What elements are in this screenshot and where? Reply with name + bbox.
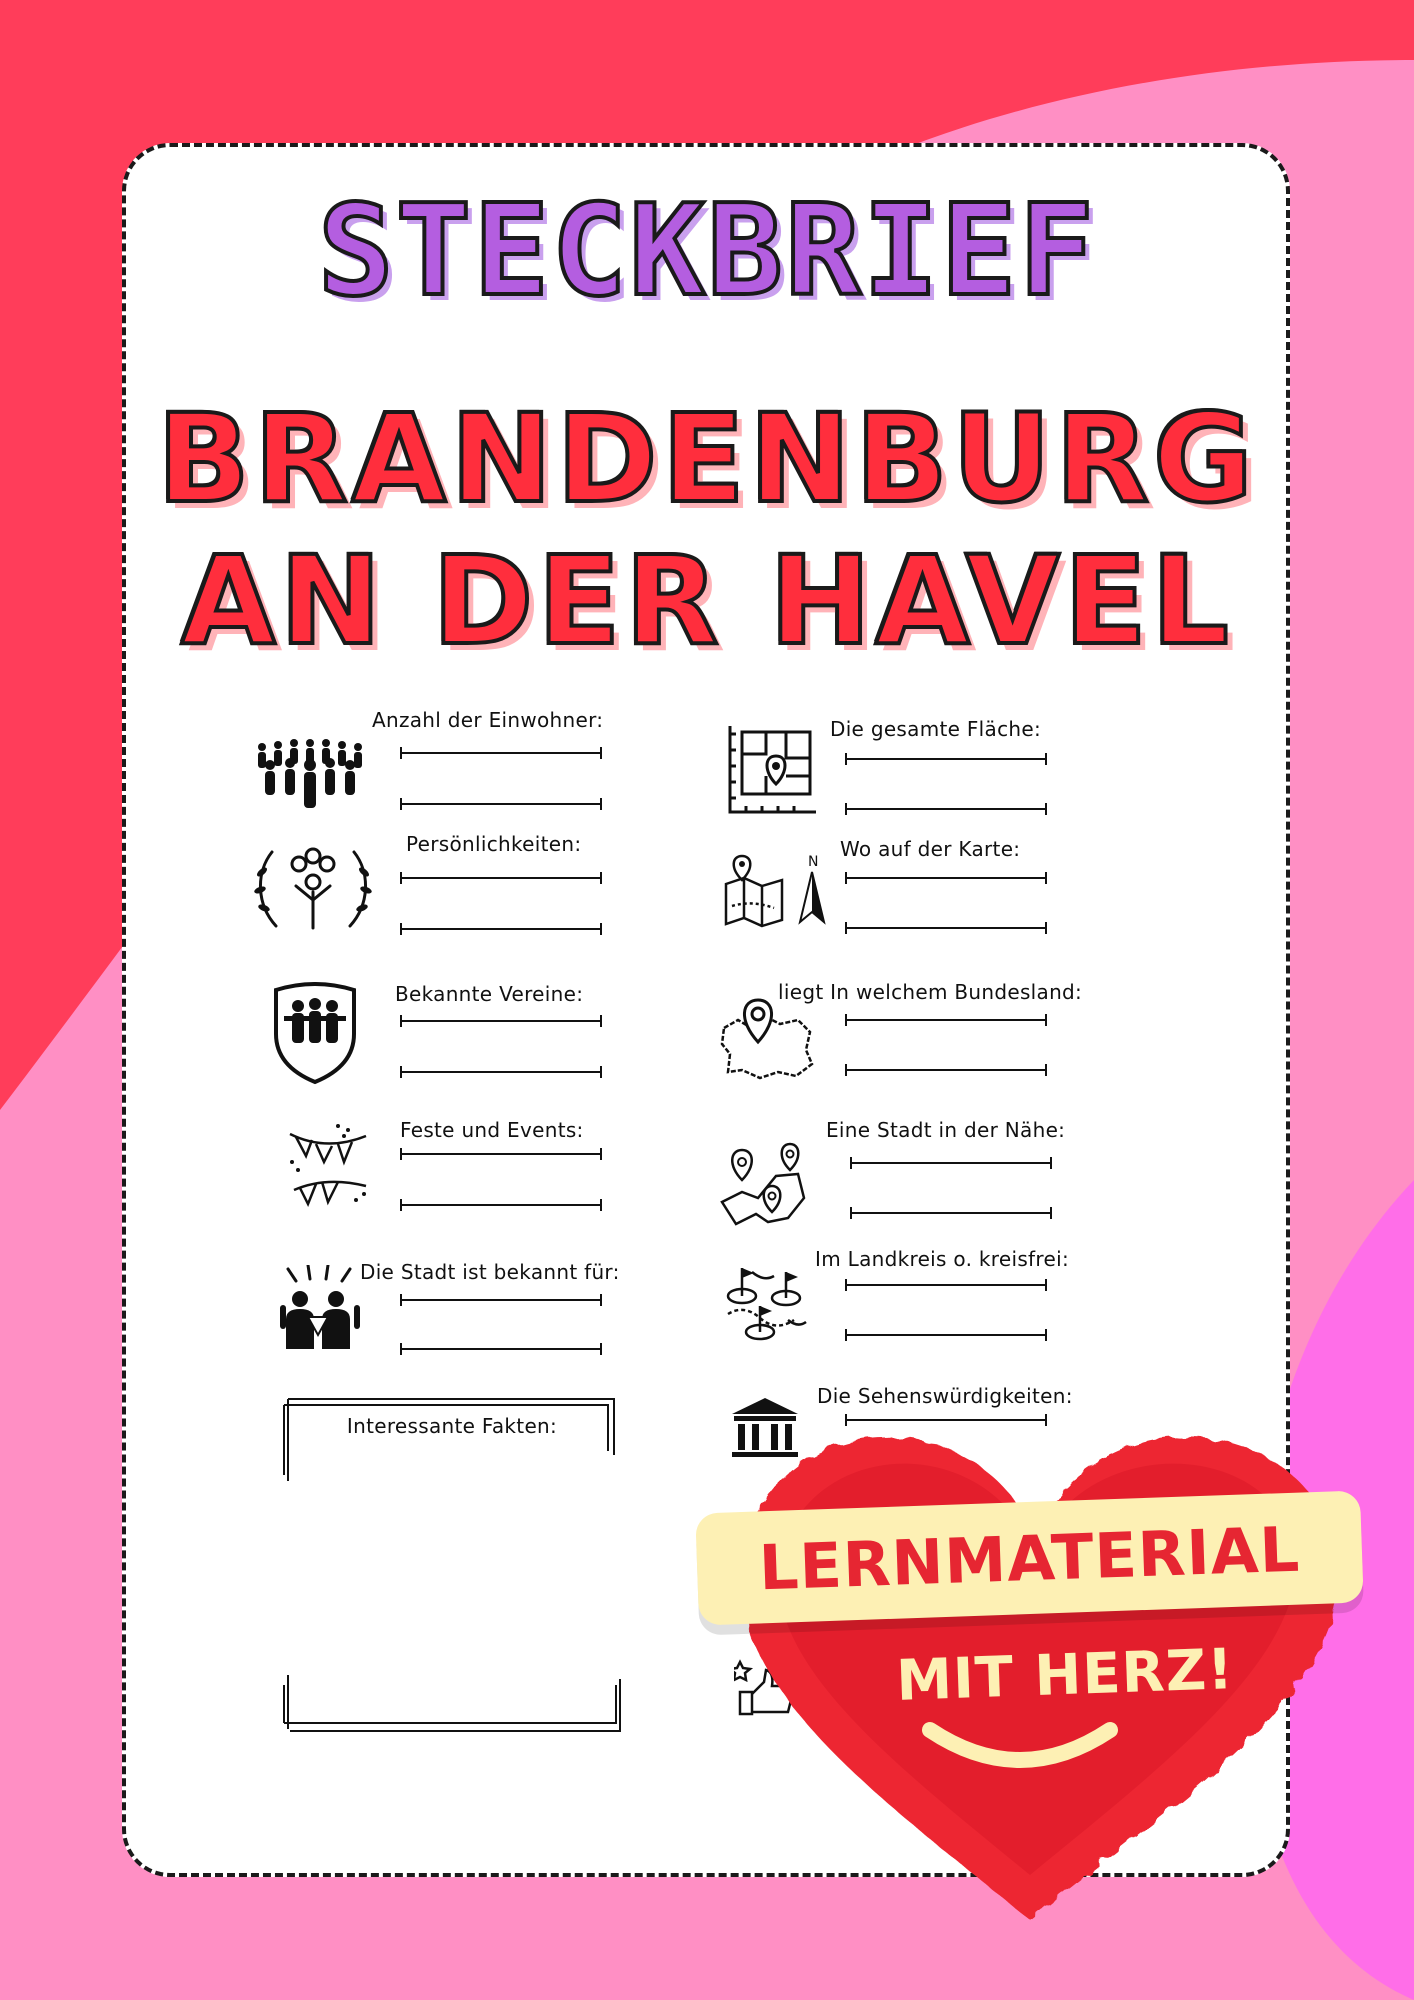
label-bundesland: liegt In welchem Bundesland: [778,980,1083,1004]
answer-line[interactable] [400,928,602,930]
answer-line[interactable] [400,1204,602,1206]
answer-line[interactable] [845,1019,1047,1021]
answer-line[interactable] [845,758,1047,760]
answer-line[interactable] [845,808,1047,810]
answer-line[interactable] [400,1071,602,1073]
label-stadt-naehe: Eine Stadt in der Nähe: [826,1118,1066,1142]
label-sehenswuerdigkeiten: Die Sehenswürdigkeiten: [817,1384,1073,1408]
answer-line[interactable] [850,1212,1052,1214]
region-pin-icon [718,998,816,1082]
answer-line[interactable] [850,1162,1052,1164]
answer-line[interactable] [845,1334,1047,1336]
label-vereine: Bekannte Vereine: [395,982,584,1006]
label-landkreis: Im Landkreis o. kreisfrei: [815,1247,1069,1271]
map-compass-icon [722,850,832,928]
badge-text-line2: MIT HERZ! [895,1636,1235,1714]
celebration-icon [278,1265,362,1351]
answer-line[interactable] [400,877,602,879]
label-einwohner: Anzahl der Einwohner: [372,708,604,732]
club-shield-icon [270,982,360,1086]
city-name-line1: BRANDENBURG [156,388,1258,530]
answer-line[interactable] [400,1153,602,1155]
badge-text-line1: LERNMATERIAL [695,1490,1364,1625]
answer-line[interactable] [400,1348,602,1350]
city-name-line2: AN DER HAVEL [181,530,1233,672]
facts-label: Interessante Fakten: [346,1414,558,1438]
label-feste: Feste und Events: [400,1118,584,1142]
label-flaeche: Die gesamte Fläche: [830,717,1042,741]
nearby-pins-icon [718,1140,810,1232]
answer-line[interactable] [400,803,602,805]
answer-line[interactable] [400,1020,602,1022]
answer-line[interactable] [845,1284,1047,1286]
label-persoenlichkeiten: Persönlichkeiten: [406,832,582,856]
answer-line[interactable] [845,877,1047,879]
label-karte: Wo auf der Karte: [840,837,1021,861]
answer-line[interactable] [845,927,1047,929]
answer-line[interactable] [845,1069,1047,1071]
facts-box[interactable] [282,1395,622,1735]
bunting-icon [286,1122,372,1208]
label-bekannt-fuer: Die Stadt ist bekannt für: [360,1260,620,1284]
worksheet-title: STECKBRIEF [317,177,1097,324]
answer-line[interactable] [400,1299,602,1301]
crowd-icon [250,735,370,815]
laurel-person-icon [252,842,374,934]
answer-line[interactable] [400,752,602,754]
svg-text:N: N [808,854,819,870]
district-flags-icon [724,1262,808,1344]
area-map-icon [726,724,818,816]
